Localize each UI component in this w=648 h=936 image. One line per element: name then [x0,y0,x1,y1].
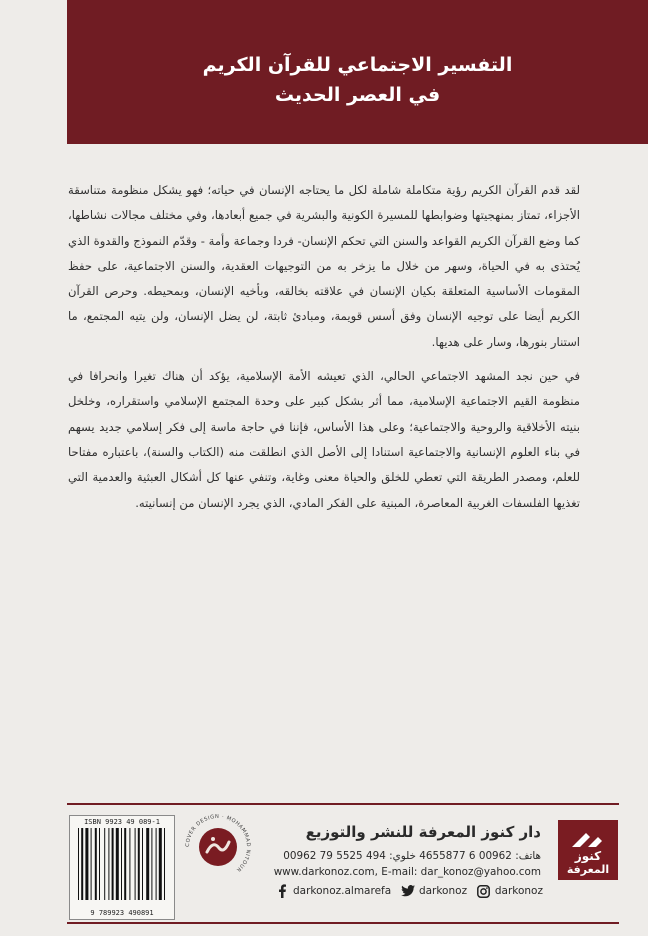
isbn-label: ISBN 9923 49 089-1 [84,818,160,826]
barcode-digits: 9 789923 490891 [90,909,154,917]
book-title-line-2: في العصر الحديث [274,84,441,106]
twitter-icon [401,884,415,898]
publisher-logo-mark [568,829,608,849]
instagram-link[interactable] [477,884,543,898]
footer-top-rule [67,803,619,805]
footer-bottom-rule [67,922,619,924]
book-title-line-1: التفسير الاجتماعي للقرآن الكريم [202,54,513,76]
publisher-name: دار كنوز المعرفة للنشر والتوزيع [305,823,541,841]
isbn-barcode [69,815,175,920]
instagram-icon [477,884,491,898]
blurb [68,178,580,516]
social-links [275,883,543,899]
web-email-line: www.darkonoz.com, E-mail: dar_konoz@yahoo.com [273,866,541,878]
barcode-bars [76,828,168,902]
facebook-icon [275,884,289,898]
publisher-logo-text-2: المعرفة [566,863,610,876]
instagram-handle: darkonoz [494,885,543,897]
blurb-paragraph-1: لقد قدم القرآن الكريم رؤية متكاملة شاملة لكل ما يحتاجه الإنسان في حياته؛ فهو يشكل منظومة متناسقة الأجزاء، تمتاز بمنهجيتها وضوابطها للمسيرة الكونية والبشرية في جميع أبعادها، وفي مختلف مجالات نشاطها، كما وضع القرآن الكريم القواعد والسنن التي تحكم الإنسان- فردا وجماعة وأمة - وقدّم النموذج والقدوة الذي يُحتذى به في الحياة، وسهر من خلال ما يزخر به من التوجيهات العقدية، والسنن الاجتماعية، على حفظ المقومات الأساسية المتعلقة بكيان الإنسان في علاقته بخالقه، وبأخيه الإنسان، وبمحيطه. وحرص القرآن الكريم أيضا على توجيه الإنسان وفق أسس قويمة، ومبادئ ثابتة، لن يضل الإنسان، ولن يتيه المجتمع، ما استنار بنورها، وسار على هديها. [68,183,580,349]
twitter-link[interactable] [401,884,467,898]
blurb-paragraph-2: في حين نجد المشهد الاجتماعي الحالي، الذي تعيشه الأمة الإسلامية، يؤكد أن هناك تغيرا وانحرافا في منظومة القيم الاجتماعية الإسلامية، مما أثر بشكل كبير على وحدة المجتمع الإسلامي واستقراره، وخلخل بنيته الأخلاقية والروحية والاجتماعية؛ وعلى هذا الأساس، فإننا في حاجة ماسة إلى فكر إسلامي جديد يسهم في بناء العلوم الإنسانية والاجتماعية استنادا إلى الأصل الذي انطلقت منه (الكتاب والسنة)، باعتباره مفتاحا للعلم، ومصدر الطريقة التي تعطي للخلق والحياة معنى وغاية، وتنفي عنها كل أشكال العبثية والعدمية التي تغذيها الفلسفات الغربية المعاصرة، المبنية على الفكر المادي، الذي يجرد الإنسان من إنسانيته. [68,369,580,510]
twitter-handle: darkonoz [418,885,468,897]
title-band [67,0,648,144]
facebook-handle: darkonoz.almarefa [293,885,392,897]
facebook-link[interactable] [275,884,391,898]
publisher-logo [558,820,618,880]
publisher-logo-text-1: كنوز [574,849,602,863]
phone-line: هاتف: 00962 6 4655877 خلوي: 494 5525 79 00962 [283,850,541,862]
designer-ring-text: COVER DESIGN · MOHAMMAD NITOUR [184,813,252,873]
